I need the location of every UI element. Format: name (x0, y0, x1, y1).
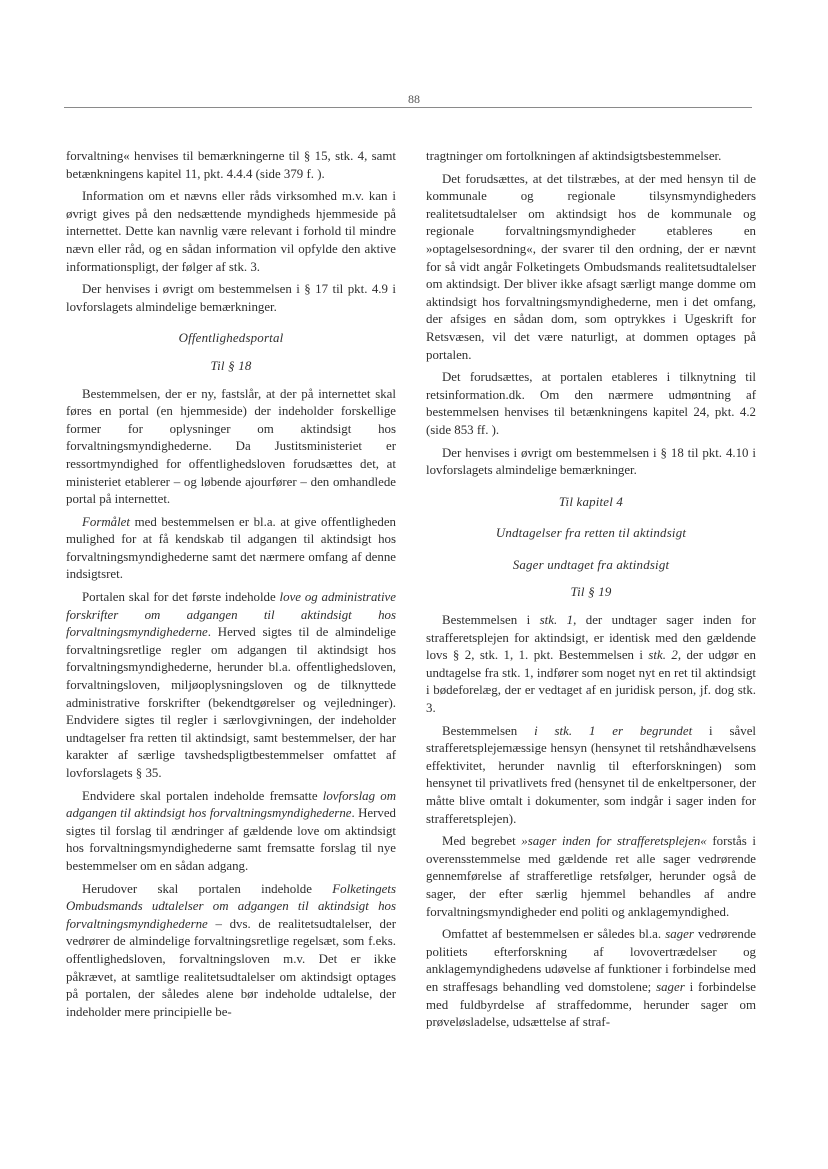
text-run: Bestemmelsen, der er ny, fastslår, at der på internettet skal føres en portal (en hjemmeside) der indeholder forskellige former for oplysninger om aktindsigt hos forvaltningsmyndighederne. Da Justitsministeriet er ressortmyndighed for offentlighedsloven forudsættes det, at ministeriet etablerer – og løbende ajourfører – den omhandlede portal på internettet. (66, 386, 396, 507)
page-number: 88 (408, 92, 420, 106)
right-column (426, 148, 756, 1037)
paragraph (66, 148, 396, 183)
text-run: Endvidere skal portalen indeholde fremsatte (82, 788, 323, 803)
text-run: forvaltning« henvises til bemærkningerne til § 15, stk. 4, samt betænkningens kapitel 11, pkt. 4.4.4 (side 379 f. ). (66, 149, 396, 181)
header-rule (64, 107, 752, 108)
text-run: Bestemmelsen (442, 723, 535, 738)
text-run: tragtninger om fortolkningen af aktindsigtsbestemmelser. (426, 149, 722, 163)
paragraph (426, 833, 756, 921)
text-run: med bestemmelsen er bl.a. at give offentligheden mulighed for at få kendskab til adgangen til aktindsigt hos forvaltningsmyndighederne samt det nærmere omfang af denne indsigtsret. (66, 514, 396, 582)
text-run: , der undtager sager inden for strafferetsplejen for aktindsigt, er identisk med den gældende lovs § 2, stk. 1, 1. pkt. Bestemmelsen i (426, 613, 756, 663)
emphasis-text: sager (656, 979, 685, 994)
text-run: Det forudsættes, at portalen etableres i tilknytning til retsinformation.dk. Om den nærmere udmøntning af bestemmelsen henvises til betænkningens kapitel 24, pkt. 4.2 (side 853 ff. ). (426, 370, 756, 437)
text-run: Med begrebet (442, 834, 522, 849)
text-run: Information om et nævns eller råds virksomhed m.v. kan i øvrigt gives på den nedsættende myndigheds hjemmeside på internettet. Dette kan navnlig være relevant i forhold til mindre nævn eller råd, og en sådan information vil opfylde den aktive informationspligt, der følger af stk. 3. (66, 189, 396, 274)
paragraph (66, 281, 396, 316)
paragraph (66, 788, 396, 876)
text-run: . Herved sigtes til de almindelige forvaltningsretlige regler om adgangen til aktindsigt hos forvaltningsmyndighederne, herunder bl.a. offentlighedsloven, forvaltningsloven, miljøoplysningsloven og de tilknyttede administrative forskrifter (bekendtgørelser og vejledninger). Endvidere sigtes til regler i særlovgivningen, der indeholder undtagelser fra retten til aktindsigt, samt bestemmelser, der har karakter af særlige tavshedspligtbestemmelser omfattet af lovforslagets § 35. (66, 625, 396, 780)
paragraph (426, 148, 756, 166)
emphasis-text: sager (665, 927, 694, 942)
text-run: Det forudsættes, at det tilstræbes, at der med hensyn til de kommunale og regionale tilsynsmyndigheders realitetsudtalelser om aktindsigt hos de kommunale og regionale forvaltningsmyndigheder etableres en »optagelsesordning«, der svarer til den ordning, der er nævnt for så vidt angår Folketingets Ombudsmands realitetsudtalelser om aktindsigt. Der bliver ikke afsagt særligt mange domme om aktindsigt hos forvaltningsmyndighederne, men i det omfang, der afsiges en sådan dom, som optrykkes i Ugeskrift for Retsvæsen, vil det være naturligt, at dommen optages på portalen. (426, 171, 756, 362)
emphasis-text: stk. 1 (539, 613, 574, 628)
section-heading: Til § 19 (570, 585, 612, 600)
text-run: Portalen skal for det første indeholde (82, 590, 280, 605)
text-run: i såvel strafferetsplejemæssige hensyn (hensynet til retshåndhævelsens effektivitet, herunder navnlig til efterforskningen) som hensynet til privatlivets fred (hensynet til de enkeltpersoner, der måtte blive omtalt i dokumenter, som indgår i sager inden for strafferetsplejen). (426, 723, 757, 826)
emphasis-text: love og administrative forskrifter om adgangen til aktindsigt hos forvaltningsmyndighederne (66, 590, 396, 640)
paragraph (426, 612, 756, 718)
text-run: Herudover skal portalen indeholde (82, 881, 333, 896)
text-run: Bestemmelsen i (442, 613, 540, 628)
section-heading: Til § 18 (210, 358, 252, 373)
paragraph (426, 926, 756, 1032)
text-run: Omfattet af bestemmelsen er således bl.a. (442, 927, 666, 942)
text-run: forstås i overensstemmelse med gældende ret alle sager vedrørende gennemførelse af strafferetlige retsfølger, herunder også de sager, der efter særlig hjemmel behandles af andre forvaltningsmyndigheder end politi og anklagemyndighed. (426, 834, 756, 919)
text-run: i forbindelse med fuldbyrdelse af straffedomme, herunder sager om prøveløsladelse, udsættelse af straf- (426, 979, 756, 1030)
text-run: Der henvises i øvrigt om bestemmelsen i § 17 til pkt. 4.9 i lovforslagets almindelige bemærkninger. (66, 282, 396, 314)
paragraph (66, 188, 396, 276)
paragraph (66, 589, 396, 783)
text-run: , der udgør en undtagelse fra stk. 1, indfører som noget nyt en ret til aktindsigt i bødeforelæg, der er vedtaget af en juridisk person, jf. dog stk. 3. (426, 648, 756, 716)
section-heading: Til kapitel 4 (558, 494, 624, 509)
emphasis-text: lovforslag om adgangen til aktindsigt hos forvaltningsmyndighederne (66, 788, 396, 821)
paragraph (66, 514, 396, 584)
paragraph (66, 386, 396, 509)
emphasis-text: »sager inden for strafferetsplejen« (521, 834, 707, 849)
paragraph (66, 881, 396, 1022)
emphasis-text: Formålet (82, 514, 130, 529)
paragraph (426, 723, 756, 829)
section-heading: Offentlighedsportal (178, 331, 284, 346)
paragraph (426, 369, 756, 439)
emphasis-text: i stk. 1 er begrundet (534, 723, 693, 738)
emphasis-text: Folketingets Ombudsmands udtalelser om adgangen til aktindsigt hos forvaltningsmyndighederne (66, 881, 396, 931)
left-column (66, 148, 396, 1026)
emphasis-text: stk. 2 (648, 648, 678, 663)
section-heading: Sager undtaget fra aktindsigt (512, 557, 670, 572)
text-run: – dvs. de realitetsudtalelser, der vedrører de almindelige forvaltningsretlige regelsæt, som f.eks. offentlighedsloven, forvaltningsloven m.v. Det er ikke påkrævet, at samtlige realitetsudtalelser om aktindsigt optages på portalen, der således alene bør indeholde udtalelse, der indeholder mere principielle be- (66, 916, 396, 1019)
text-run: . Herved sigtes til forslag til ændringer af gældende love om aktindsigt hos forvaltningsmyndighederne samt fremsatte forslag til nye bestemmelser om en sådan adgang. (66, 806, 397, 873)
text-run: Der henvises i øvrigt om bestemmelsen i § 18 til pkt. 4.10 i lovforslagets almindelige bemærkninger. (426, 445, 756, 478)
section-heading: Undtagelser fra retten til aktindsigt (495, 526, 687, 541)
paragraph (426, 445, 756, 480)
text-run: vedrørende politiets efterforskning af lovovertrædelser og anklagemyndighedens udøvelse af funktioner i forbindelse med en straffesags behandling ved domstolene; (426, 927, 757, 994)
paragraph (426, 171, 756, 365)
